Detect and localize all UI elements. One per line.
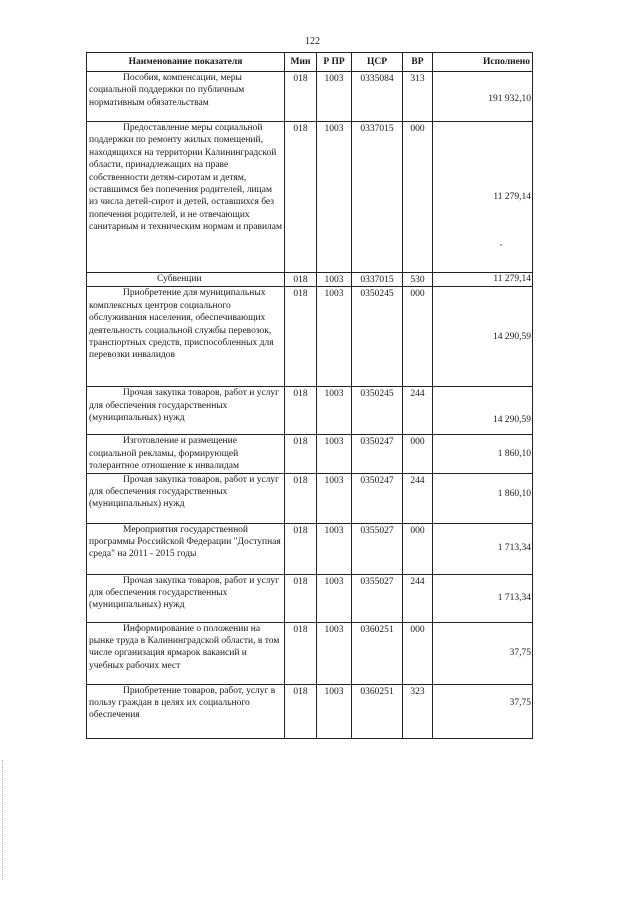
- row-csr: 0355027: [352, 574, 403, 622]
- row-name: Прочая закупка товаров, работ и услуг для обеспечения государственных (муниципальных) нужд: [87, 387, 285, 435]
- row-csr: 0337015: [352, 122, 403, 273]
- header-name: Наименование показателя: [87, 53, 285, 72]
- row-name: Прочая закупка товаров, работ и услуг для обеспечения государственных (муниципальных) нужд: [87, 473, 285, 523]
- row-vr: 000: [403, 622, 433, 684]
- table-row: [87, 72, 533, 122]
- row-min: 018: [285, 122, 317, 273]
- row-csr: 0360251: [352, 622, 403, 684]
- table-row: [87, 287, 533, 387]
- row-amount: 14 290,59: [433, 387, 533, 435]
- row-amount: 14 290,59: [433, 287, 533, 387]
- row-min: 018: [285, 273, 317, 287]
- row-name: Информирование о положении на рынке труда в Калининградской области, в том числе организация ярмарок вакансий и учебных рабочих мест: [87, 622, 285, 684]
- table-header-row: [87, 53, 533, 72]
- row-vr: 313: [403, 72, 433, 122]
- row-min: 018: [285, 435, 317, 473]
- row-vr: 530: [403, 273, 433, 287]
- row-min: 018: [285, 684, 317, 738]
- row-name: Изготовление и размещение социальной рекламы, формирующей толерантное отношение к инвалидам: [87, 435, 285, 473]
- row-vr: 244: [403, 574, 433, 622]
- row-amount: 1 860,10: [433, 473, 533, 523]
- row-name: Предоставление меры социальной поддержки по ремонту жилых помещений, находящихся на территории Калининградской области, принадлежащих на праве собственности детям-сиротам и детям, оставшимся без попечения родителей, лицам из числа детей-сирот и детей, оставшихся без попечения родителей, и не отвечающих санитарным и техническим нормам и правилам: [87, 122, 285, 273]
- row-rpr: 1003: [317, 622, 352, 684]
- row-min: 018: [285, 574, 317, 622]
- row-name: Субвенции: [87, 273, 285, 287]
- table-row: [87, 435, 533, 473]
- table-row: [87, 684, 533, 738]
- row-amount: 11 279,14: [433, 273, 533, 287]
- header-csr: ЦСР: [352, 53, 403, 72]
- row-min: 018: [285, 622, 317, 684]
- row-csr: 0350245: [352, 387, 403, 435]
- header-min: Мин: [285, 53, 317, 72]
- scan-edge-marks: [2, 760, 5, 880]
- row-name: Приобретение товаров, работ, услуг в пользу граждан в целях их социального обеспечения: [87, 684, 285, 738]
- row-csr: 0360251: [352, 684, 403, 738]
- row-name: Прочая закупка товаров, работ и услуг для обеспечения государственных (муниципальных) нужд: [87, 574, 285, 622]
- row-min: 018: [285, 287, 317, 387]
- row-rpr: 1003: [317, 435, 352, 473]
- row-vr: 244: [403, 387, 433, 435]
- row-csr: 0350245: [352, 287, 403, 387]
- table-row: [87, 574, 533, 622]
- row-min: 018: [285, 523, 317, 574]
- row-csr: 0335084: [352, 72, 403, 122]
- row-amount: 1 713,34: [433, 574, 533, 622]
- row-rpr: 1003: [317, 473, 352, 523]
- row-rpr: 1003: [317, 72, 352, 122]
- header-rpr: Р ПР: [317, 53, 352, 72]
- table-row: [87, 273, 533, 287]
- row-csr: 0337015: [352, 273, 403, 287]
- row-name: Пособия, компенсации, меры социальной поддержки по публичным нормативным обязательствам: [87, 72, 285, 122]
- row-csr: 0350247: [352, 473, 403, 523]
- row-min: 018: [285, 473, 317, 523]
- row-name: Приобретение для муниципальных комплексных центров социального обслуживания населения, обеспечивающих деятельность социальной службы перевозок, транспортных средств, приспособленных для перевозки инвалидов: [87, 287, 285, 387]
- row-amount: 37,75: [433, 622, 533, 684]
- table-row: [87, 622, 533, 684]
- row-rpr: 1003: [317, 273, 352, 287]
- row-vr: 000: [403, 287, 433, 387]
- row-csr: 0355027: [352, 523, 403, 574]
- table-row: [87, 473, 533, 523]
- row-amount: 1 713,34: [433, 523, 533, 574]
- row-rpr: 1003: [317, 122, 352, 273]
- row-vr: 323: [403, 684, 433, 738]
- budget-table: [86, 52, 533, 739]
- row-name: Мероприятия государственной программы Российской Федерации "Доступная среда" на 2011 - 2015 годы: [87, 523, 285, 574]
- table-row: [87, 523, 533, 574]
- table-row: [87, 387, 533, 435]
- row-min: 018: [285, 72, 317, 122]
- page-number: 122: [305, 36, 320, 47]
- row-amount: 11 279,14: [433, 122, 533, 273]
- row-rpr: 1003: [317, 287, 352, 387]
- row-min: 018: [285, 387, 317, 435]
- row-vr: 000: [403, 435, 433, 473]
- row-amount: 1 860,10: [433, 435, 533, 473]
- row-rpr: 1003: [317, 684, 352, 738]
- row-vr: 000: [403, 523, 433, 574]
- table-row: [87, 122, 533, 273]
- row-vr: 000: [403, 122, 433, 273]
- header-amount: Исполнено: [433, 53, 533, 72]
- row-rpr: 1003: [317, 387, 352, 435]
- row-amount: 37,75: [433, 684, 533, 738]
- row-csr: 0350247: [352, 435, 403, 473]
- row-vr: 244: [403, 473, 433, 523]
- row-rpr: 1003: [317, 523, 352, 574]
- row-rpr: 1003: [317, 574, 352, 622]
- header-vr: ВР: [403, 53, 433, 72]
- row-amount: 191 932,10: [433, 72, 533, 122]
- scan-speck: [500, 244, 502, 246]
